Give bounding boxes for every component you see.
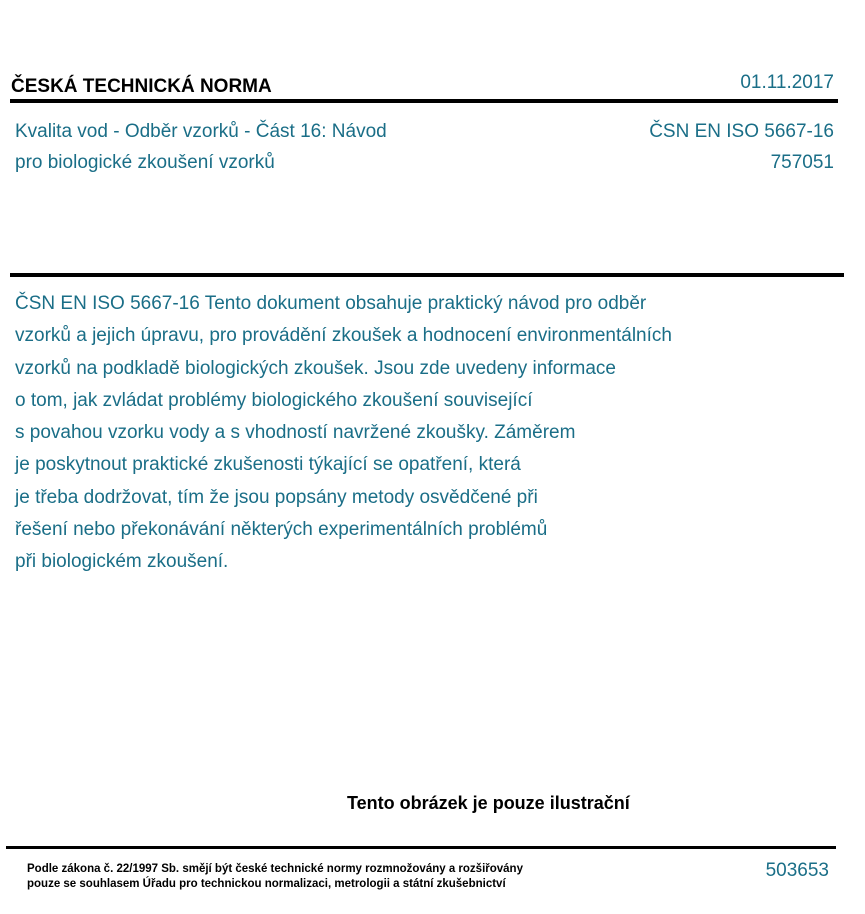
title-line: pro biologické zkoušení vzorků [15,152,275,173]
title-line: Kvalita vod - Odběr vzorků - Část 16: Návod [15,121,387,142]
document-title [15,116,535,178]
middle-divider [10,273,844,277]
standard-code: ČSN EN ISO 5667-16 [649,121,834,142]
top-divider [10,99,838,103]
legal-notice [27,862,523,892]
legal-line: pouze se souhlasem Úřadu pro technickou normalizaci, metrologii a státní zkušebnictví [27,878,506,890]
standard-codes [649,116,834,178]
abstract-text [15,288,775,579]
abstract-line: o tom, jak zvládat problémy biologického zkoušení související [15,389,533,411]
abstract-line: s povahou vzorku vody a s vhodností navržené zkoušky. Záměrem [15,422,576,444]
abstract-line: ČSN EN ISO 5667-16 Tento dokument obsahuje praktický návod pro odběr [15,293,647,314]
abstract-line: je poskytnout praktické zkušenosti týkající se opatření, která [15,454,521,476]
abstract-line: vzorků na podkladě biologických zkoušek. Jsou zde uvedeny informace [15,357,616,379]
publication-date: 01.11.2017 [740,72,834,93]
abstract-line: vzorků a jejich úpravu, pro provádění zkoušek a hodnocení environmentálních [15,325,672,347]
norm-heading: ČESKÁ TECHNICKÁ NORMA [11,76,272,97]
illustration-note: Tento obrázek je pouze ilustrační [347,793,630,813]
abstract-line: řešení nebo překonávání některých experimentálních problémů [15,519,548,541]
document-number: 503653 [765,860,829,881]
legal-line: Podle zákona č. 22/1997 Sb. smějí být české technické normy rozmnožovány a rozšiřovány [27,863,523,875]
class-number: 757051 [770,152,834,173]
bottom-divider [6,846,836,849]
abstract-line: při biologickém zkoušení. [15,551,229,573]
abstract-line: je třeba dodržovat, tím že jsou popsány metody osvědčené při [15,486,538,508]
